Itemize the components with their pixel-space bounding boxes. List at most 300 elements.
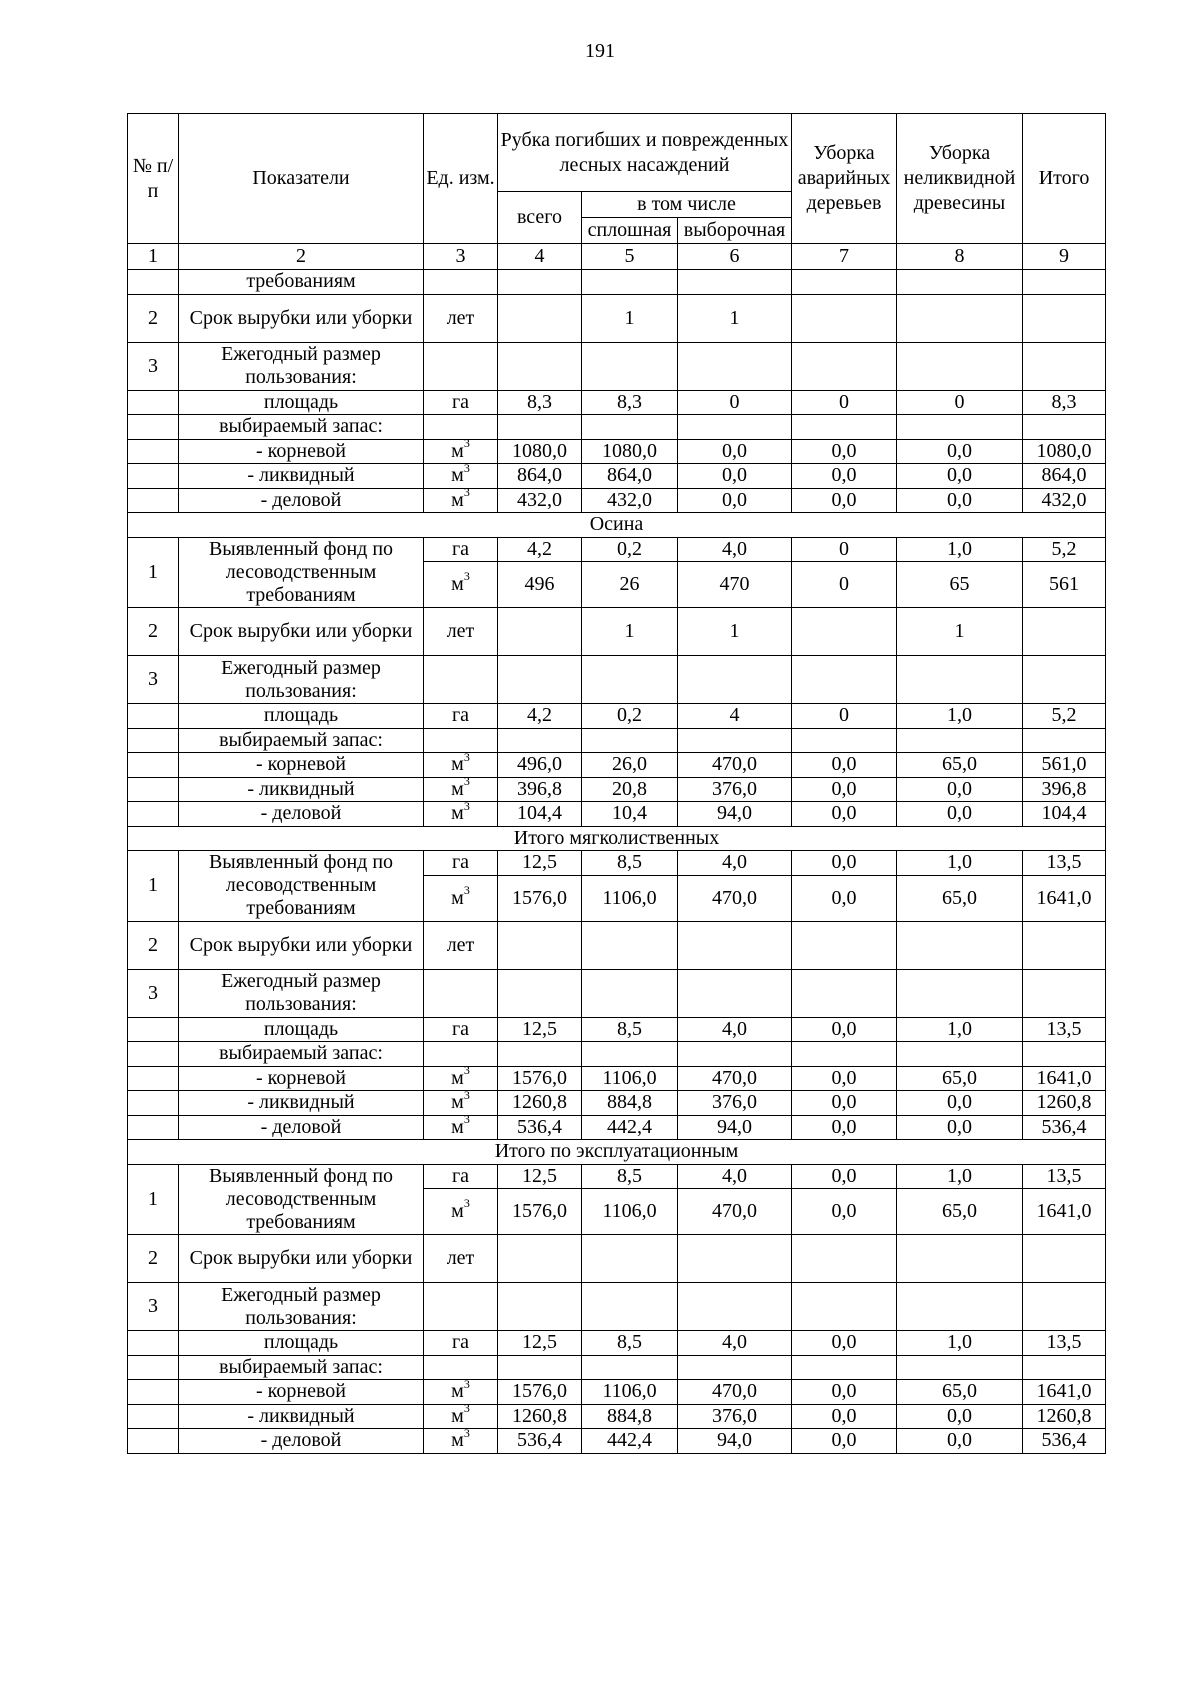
annual-label: Ежегодный размер пользования: [179, 969, 424, 1017]
row-number: 1 [128, 851, 179, 922]
empty-cell [424, 656, 498, 704]
value-cell: 65,0 [897, 1380, 1023, 1405]
stock-label: выбираемый запас: [179, 415, 424, 440]
column-number: 5 [582, 244, 678, 270]
value-cell: 1080,0 [498, 439, 582, 464]
root-row [128, 439, 1106, 464]
unit-cell [424, 802, 498, 827]
value-cell: 0,0 [792, 1404, 897, 1429]
unit-superscript: 3 [463, 488, 470, 500]
value-cell: 376,0 [678, 1091, 792, 1116]
value-cell: 1,0 [897, 704, 1023, 729]
empty-cell [128, 728, 179, 753]
root-label: - корневой [179, 1380, 424, 1405]
empty-cell [1023, 728, 1106, 753]
unit-cell [424, 875, 498, 921]
unit-text: м [451, 1429, 464, 1452]
value-cell: 1641,0 [1023, 875, 1106, 921]
header-dead-total: всего [498, 192, 582, 244]
unit-superscript: 3 [463, 1066, 470, 1078]
unit-text: м [451, 1066, 464, 1089]
row-number: 3 [128, 656, 179, 704]
section-title-row [128, 513, 1106, 538]
value-cell [498, 1235, 582, 1283]
value-cell: 94,0 [678, 1115, 792, 1140]
empty-cell [128, 415, 179, 440]
unit-superscript: 3 [463, 463, 470, 475]
empty-cell [792, 415, 897, 440]
value-cell [792, 608, 897, 656]
unit-superscript: 3 [463, 1404, 470, 1416]
term-label: Срок вырубки или уборки [179, 921, 424, 969]
value-cell: 0,0 [897, 464, 1023, 489]
value-cell [498, 921, 582, 969]
empty-cell [128, 802, 179, 827]
value-cell: 442,4 [582, 1429, 678, 1454]
value-cell: 1106,0 [582, 1189, 678, 1235]
header-emergency: Уборка аварийных деревьев [792, 114, 897, 244]
business-row [128, 1115, 1106, 1140]
value-cell: 0,0 [897, 802, 1023, 827]
unit-cell [424, 1066, 498, 1091]
unit-text: м [451, 573, 464, 595]
value-cell: 65,0 [897, 753, 1023, 778]
value-cell: 1641,0 [1023, 1066, 1106, 1091]
empty-cell [792, 728, 897, 753]
empty-cell [128, 1017, 179, 1042]
unit-cell [424, 1429, 498, 1454]
empty-cell [792, 1283, 897, 1331]
value-cell: 0,0 [792, 488, 897, 513]
empty-cell [678, 1042, 792, 1067]
term-label: Срок вырубки или уборки [179, 294, 424, 342]
value-cell: 0 [792, 390, 897, 415]
value-cell: 1260,8 [498, 1091, 582, 1116]
value-cell: 12,5 [498, 1331, 582, 1356]
business-row [128, 488, 1106, 513]
column-number: 4 [498, 244, 582, 270]
empty-cell [1023, 270, 1106, 295]
section-title: Осина [128, 513, 1106, 538]
value-cell [1023, 1235, 1106, 1283]
value-cell: 470,0 [678, 1380, 792, 1405]
empty-cell [128, 270, 179, 295]
unit-cell [424, 1091, 498, 1116]
value-cell: 8,3 [1023, 390, 1106, 415]
value-cell: 12,5 [498, 1017, 582, 1042]
value-cell: 561 [1023, 562, 1106, 608]
unit-cell: лет [424, 294, 498, 342]
value-cell: 1 [678, 608, 792, 656]
empty-cell [1023, 1355, 1106, 1380]
unit-cell [424, 488, 498, 513]
header-selective-cut: выборочная [678, 218, 792, 244]
value-cell: 65 [897, 562, 1023, 608]
value-cell: 13,5 [1023, 1164, 1106, 1189]
area-label: площадь [179, 390, 424, 415]
value-cell: 376,0 [678, 777, 792, 802]
value-cell: 13,5 [1023, 1331, 1106, 1356]
value-cell: 4,2 [498, 704, 582, 729]
value-cell: 4,2 [498, 537, 582, 562]
unit-superscript: 3 [463, 1428, 470, 1440]
value-cell [582, 1235, 678, 1283]
header-num: № п/п [128, 114, 179, 244]
empty-cell [897, 342, 1023, 390]
stock-row [128, 1042, 1106, 1067]
empty-cell [678, 415, 792, 440]
empty-cell [1023, 656, 1106, 704]
value-cell: 4,0 [678, 851, 792, 876]
value-cell: 0,0 [792, 777, 897, 802]
unit-cell [424, 562, 498, 608]
unit-text: м [451, 1404, 464, 1427]
unit-cell [424, 753, 498, 778]
unit-superscript: 3 [463, 1115, 470, 1127]
value-cell: 536,4 [498, 1115, 582, 1140]
value-cell: 0,0 [678, 464, 792, 489]
unit-text: м [451, 464, 464, 487]
value-cell: 4,0 [678, 537, 792, 562]
value-cell: 1576,0 [498, 875, 582, 921]
value-cell: 4,0 [678, 1331, 792, 1356]
empty-cell [1023, 342, 1106, 390]
empty-cell [678, 342, 792, 390]
empty-cell [678, 270, 792, 295]
empty-cell [498, 728, 582, 753]
empty-cell [678, 656, 792, 704]
area-label: площадь [179, 1017, 424, 1042]
unit-superscript: 3 [463, 439, 470, 451]
row-number: 1 [128, 537, 179, 608]
empty-cell [128, 488, 179, 513]
unit-superscript: 3 [463, 777, 470, 789]
value-cell: 496,0 [498, 753, 582, 778]
empty-cell [897, 1042, 1023, 1067]
empty-cell [128, 1380, 179, 1405]
unit-cell [424, 1380, 498, 1405]
value-cell: 12,5 [498, 1164, 582, 1189]
value-cell: 1,0 [897, 851, 1023, 876]
value-cell [678, 921, 792, 969]
value-cell: 0,2 [582, 704, 678, 729]
unit-superscript: 3 [463, 752, 470, 764]
unit-text: м [451, 753, 464, 776]
value-cell: 0,0 [792, 1331, 897, 1356]
value-cell [792, 294, 897, 342]
row-number: 2 [128, 921, 179, 969]
row-number: 2 [128, 1235, 179, 1283]
value-cell: 65,0 [897, 1066, 1023, 1091]
root-row [128, 753, 1106, 778]
empty-cell [678, 1283, 792, 1331]
business-label: - деловой [179, 488, 424, 513]
empty-cell [128, 753, 179, 778]
value-cell: 0,0 [792, 1066, 897, 1091]
empty-cell [897, 1355, 1023, 1380]
value-cell: 0,0 [792, 1380, 897, 1405]
value-cell: 0,0 [792, 1429, 897, 1454]
unit-cell [424, 1189, 498, 1235]
value-cell: 0,0 [897, 1091, 1023, 1116]
value-cell: 8,5 [582, 1017, 678, 1042]
root-label: - корневой [179, 439, 424, 464]
header-dead-stands: Рубка погибших и поврежденных лесных насаждений [498, 114, 792, 192]
empty-cell [128, 1115, 179, 1140]
value-cell: 65,0 [897, 1189, 1023, 1235]
value-cell: 8,5 [582, 851, 678, 876]
value-cell: 561,0 [1023, 753, 1106, 778]
empty-cell [582, 1042, 678, 1067]
area-row [128, 1331, 1106, 1356]
empty-cell [128, 1042, 179, 1067]
row-number: 3 [128, 342, 179, 390]
empty-cell [498, 1283, 582, 1331]
value-cell: 536,4 [1023, 1429, 1106, 1454]
value-cell: 1 [582, 294, 678, 342]
value-cell: 1080,0 [582, 439, 678, 464]
value-cell: 0,0 [678, 488, 792, 513]
continuation-row [128, 270, 1106, 295]
area-label: площадь [179, 704, 424, 729]
value-cell: 864,0 [582, 464, 678, 489]
continuation-label: требованиям [179, 270, 424, 295]
empty-cell [582, 415, 678, 440]
area-row [128, 390, 1106, 415]
fund-row-ha [128, 851, 1106, 876]
section-title: Итого по эксплуатационным [128, 1140, 1106, 1165]
row-number: 3 [128, 1283, 179, 1331]
annual-label: Ежегодный размер пользования: [179, 656, 424, 704]
stock-label: выбираемый запас: [179, 1042, 424, 1067]
empty-cell [498, 969, 582, 1017]
value-cell: 1106,0 [582, 1066, 678, 1091]
value-cell: 0 [678, 390, 792, 415]
unit-cell [424, 1404, 498, 1429]
empty-cell [1023, 1042, 1106, 1067]
empty-cell [678, 969, 792, 1017]
value-cell: 1080,0 [1023, 439, 1106, 464]
row-number: 1 [128, 1164, 179, 1235]
stock-label: выбираемый запас: [179, 1355, 424, 1380]
value-cell: 0,0 [897, 777, 1023, 802]
value-cell: 0,2 [582, 537, 678, 562]
value-cell: 4,0 [678, 1017, 792, 1042]
empty-cell [792, 270, 897, 295]
unit-cell: га [424, 704, 498, 729]
value-cell: 376,0 [678, 1404, 792, 1429]
empty-cell [792, 656, 897, 704]
unit-superscript: 3 [463, 1090, 470, 1102]
page-number: 191 [585, 40, 615, 62]
value-cell: 536,4 [1023, 1115, 1106, 1140]
unit-text: м [451, 802, 464, 825]
value-cell: 0,0 [792, 1017, 897, 1042]
value-cell: 864,0 [1023, 464, 1106, 489]
empty-cell [792, 1355, 897, 1380]
empty-cell [582, 1355, 678, 1380]
empty-cell [498, 342, 582, 390]
value-cell: 1641,0 [1023, 1380, 1106, 1405]
empty-cell [1023, 969, 1106, 1017]
column-number: 6 [678, 244, 792, 270]
root-row [128, 1380, 1106, 1405]
empty-cell [792, 969, 897, 1017]
business-label: - деловой [179, 1429, 424, 1454]
value-cell: 0 [897, 390, 1023, 415]
header-indicators: Показатели [179, 114, 424, 244]
business-label: - деловой [179, 802, 424, 827]
empty-cell [678, 728, 792, 753]
area-label: площадь [179, 1331, 424, 1356]
value-cell: 5,2 [1023, 704, 1106, 729]
stock-label: выбираемый запас: [179, 728, 424, 753]
liquid-label: - ликвидный [179, 464, 424, 489]
value-cell: 26 [582, 562, 678, 608]
value-cell: 1106,0 [582, 875, 678, 921]
fund-label: Выявленный фонд по лесоводственным требованиям [179, 851, 424, 922]
value-cell: 496 [498, 562, 582, 608]
value-cell: 1 [582, 608, 678, 656]
annual-row [128, 342, 1106, 390]
value-cell: 8,5 [582, 1331, 678, 1356]
value-cell: 536,4 [498, 1429, 582, 1454]
row-number: 2 [128, 608, 179, 656]
empty-cell [897, 728, 1023, 753]
unit-text: м [451, 886, 464, 909]
value-cell: 1576,0 [498, 1189, 582, 1235]
value-cell [897, 921, 1023, 969]
value-cell: 0,0 [897, 1429, 1023, 1454]
business-row [128, 1429, 1106, 1454]
empty-cell [128, 1429, 179, 1454]
empty-cell [582, 969, 678, 1017]
unit-cell: лет [424, 921, 498, 969]
unit-superscript: 3 [463, 1196, 470, 1211]
value-cell: 1,0 [897, 1331, 1023, 1356]
empty-cell [1023, 415, 1106, 440]
value-cell: 1641,0 [1023, 1189, 1106, 1235]
value-cell [1023, 608, 1106, 656]
value-cell: 1260,8 [498, 1404, 582, 1429]
term-row [128, 294, 1106, 342]
unit-cell [424, 439, 498, 464]
liquid-label: - ликвидный [179, 1404, 424, 1429]
fund-label: Выявленный фонд по лесоводственным требованиям [179, 537, 424, 608]
value-cell [498, 608, 582, 656]
value-cell [1023, 294, 1106, 342]
unit-text: м [451, 488, 464, 511]
value-cell: 26,0 [582, 753, 678, 778]
value-cell: 1260,8 [1023, 1091, 1106, 1116]
value-cell: 0,0 [792, 1164, 897, 1189]
empty-cell [424, 270, 498, 295]
row-number: 2 [128, 294, 179, 342]
value-cell: 432,0 [498, 488, 582, 513]
value-cell: 1,0 [897, 537, 1023, 562]
empty-cell [424, 969, 498, 1017]
value-cell: 4 [678, 704, 792, 729]
liquid-row [128, 1404, 1106, 1429]
empty-cell [498, 1042, 582, 1067]
annual-row [128, 969, 1106, 1017]
value-cell: 20,8 [582, 777, 678, 802]
value-cell: 864,0 [498, 464, 582, 489]
empty-cell [582, 728, 678, 753]
value-cell: 0,0 [897, 1404, 1023, 1429]
header-unit: Ед. изм. [424, 114, 498, 244]
value-cell [1023, 921, 1106, 969]
liquid-row [128, 464, 1106, 489]
empty-cell [128, 1404, 179, 1429]
value-cell: 396,8 [1023, 777, 1106, 802]
empty-cell [498, 415, 582, 440]
unit-text: м [451, 1200, 464, 1222]
section-title-row [128, 1140, 1106, 1165]
value-cell: 0,0 [897, 439, 1023, 464]
value-cell: 0,0 [678, 439, 792, 464]
value-cell: 104,4 [1023, 802, 1106, 827]
section-title: Итого мягколиственных [128, 826, 1106, 851]
empty-cell [582, 270, 678, 295]
value-cell [678, 1235, 792, 1283]
unit-cell: лет [424, 1235, 498, 1283]
empty-cell [792, 342, 897, 390]
empty-cell [128, 1331, 179, 1356]
column-number: 2 [179, 244, 424, 270]
value-cell: 0,0 [792, 464, 897, 489]
unit-text: м [451, 1091, 464, 1114]
row-number: 3 [128, 969, 179, 1017]
value-cell: 470,0 [678, 1189, 792, 1235]
unit-superscript: 3 [463, 882, 470, 897]
empty-cell [424, 728, 498, 753]
value-cell: 1,0 [897, 1164, 1023, 1189]
empty-cell [424, 1355, 498, 1380]
value-cell: 4,0 [678, 1164, 792, 1189]
root-label: - корневой [179, 1066, 424, 1091]
value-cell: 65,0 [897, 875, 1023, 921]
value-cell: 884,8 [582, 1091, 678, 1116]
value-cell: 104,4 [498, 802, 582, 827]
value-cell: 0,0 [792, 439, 897, 464]
value-cell: 8,3 [498, 390, 582, 415]
empty-cell [128, 704, 179, 729]
annual-row [128, 1283, 1106, 1331]
header-clear-cut: сплошная [582, 218, 678, 244]
term-row [128, 921, 1106, 969]
stock-row [128, 415, 1106, 440]
unit-text: м [451, 439, 464, 462]
value-cell: 884,8 [582, 1404, 678, 1429]
annual-row [128, 656, 1106, 704]
empty-cell [424, 1042, 498, 1067]
empty-cell [128, 464, 179, 489]
empty-cell [128, 777, 179, 802]
empty-cell [498, 656, 582, 704]
empty-cell [498, 270, 582, 295]
unit-text: м [451, 1115, 464, 1138]
value-cell: 13,5 [1023, 851, 1106, 876]
header-total: Итого [1023, 114, 1106, 244]
value-cell: 0,0 [792, 875, 897, 921]
value-cell: 0,0 [792, 1091, 897, 1116]
area-row [128, 704, 1106, 729]
value-cell: 0 [792, 704, 897, 729]
value-cell: 0,0 [792, 1189, 897, 1235]
area-row [128, 1017, 1106, 1042]
unit-cell: лет [424, 608, 498, 656]
